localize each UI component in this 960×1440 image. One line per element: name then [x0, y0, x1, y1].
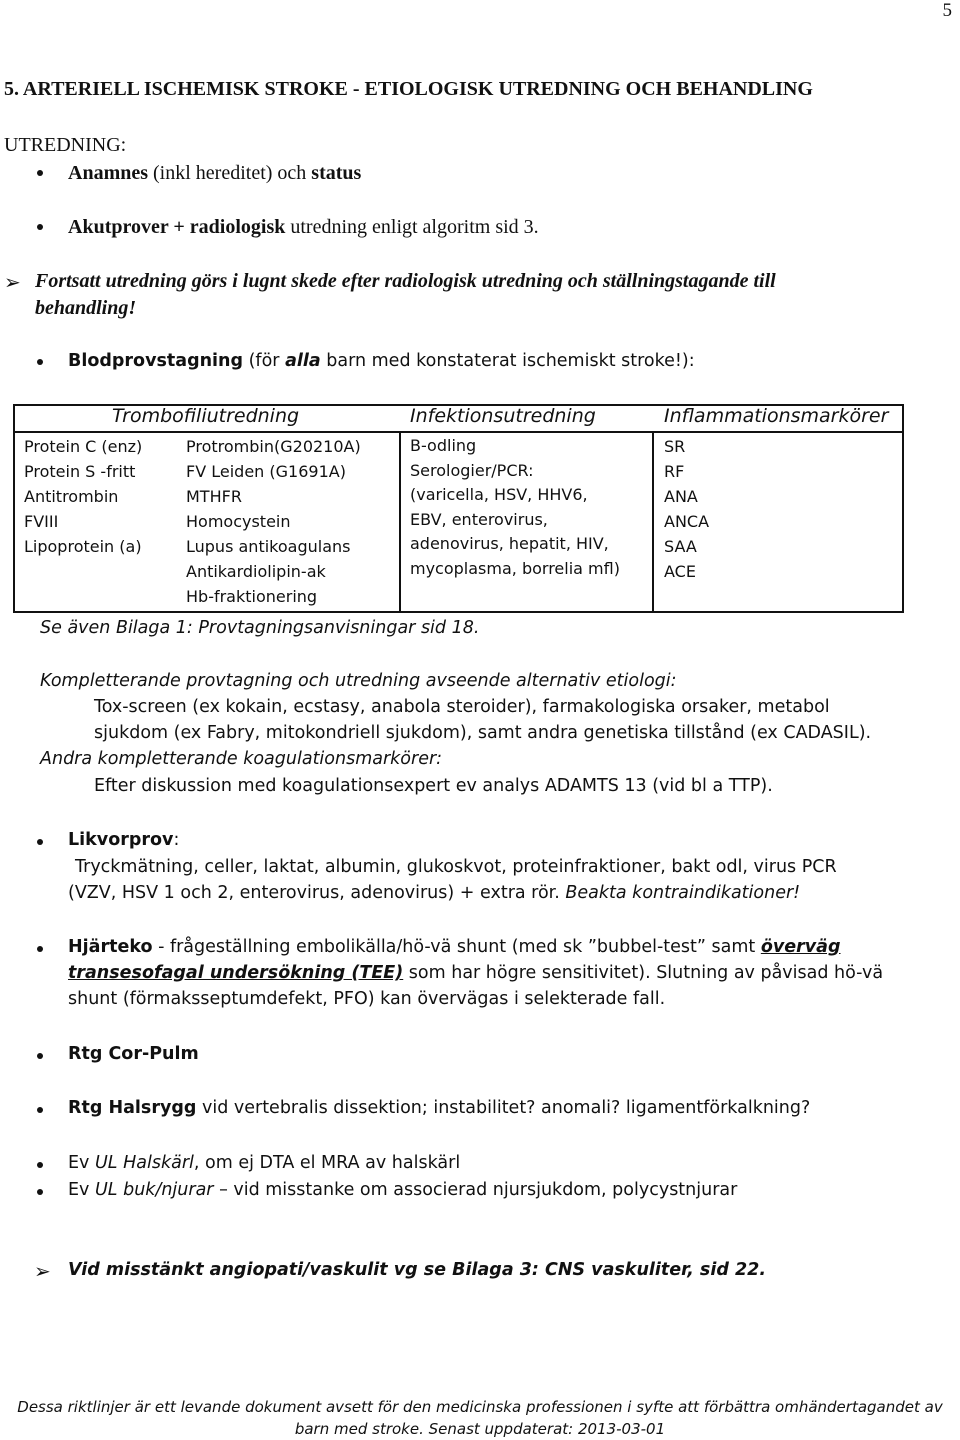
bullet-marker: [37, 170, 43, 176]
bullet-marker: [37, 1107, 43, 1113]
hjarteko-label: Hjärteko: [68, 937, 153, 957]
final-note: Vid misstänkt angiopati/vaskulit vg se Bilaga 3: CNS vaskuliter, sid 22.: [68, 1260, 766, 1280]
list-item: MTHFR: [186, 487, 242, 506]
bullet-marker: [37, 1189, 43, 1195]
table-border-header: [13, 431, 904, 433]
table-border-left: [13, 404, 15, 613]
table-border-right: [902, 404, 904, 613]
ul-buk-label: UL buk/njurar: [94, 1180, 214, 1200]
blodprov-pre: (för: [243, 351, 286, 371]
list-item: SAA: [664, 537, 697, 556]
rtg-halsrygg-text: vid vertebralis dissektion; instabilitet? anomali? ligamentförkalkning?: [196, 1098, 811, 1118]
list-item: FVIII: [24, 512, 59, 531]
list-item: Protrombin(G20210A): [186, 437, 361, 456]
list-item: EBV, enterovirus,: [410, 509, 548, 529]
akutprover-label: Akutprover + radiologisk: [68, 216, 286, 238]
bullet-blodprov: [68, 351, 695, 371]
bullet-likvor: [68, 830, 179, 850]
arrow-note-line2: behandling!: [35, 297, 137, 319]
inflammation-col: [664, 434, 709, 584]
hjarteko-line3: shunt (förmaksseptumdefekt, PFO) kan övervägas i selekterade fall.: [68, 989, 666, 1009]
likvor-label: Likvorprov: [68, 830, 174, 850]
blodprov-post: barn med konstaterat ischemiskt stroke!):: [320, 351, 695, 371]
bullet-ul-hals: [68, 1153, 460, 1173]
header-inflammation: Inflammationsmarkörer: [664, 405, 889, 427]
blodprov-alla: alla: [285, 351, 321, 371]
bullet-anamnes: [68, 162, 361, 185]
kompl-heading: Kompletterande provtagning och utredning avseende alternativ etiologi:: [40, 671, 677, 691]
ul-hals-label: UL Halskärl: [94, 1153, 194, 1173]
hjarteko-line2: [68, 963, 883, 983]
bullet-marker: [37, 839, 43, 845]
ul-hals-pre: Ev: [68, 1153, 95, 1173]
likvor-line2: [68, 883, 800, 903]
trombofili-col1: [24, 434, 142, 559]
header-trombofili: Trombofiliutredning: [112, 405, 300, 427]
list-item: FV Leiden (G1691A): [186, 462, 346, 481]
section-heading-utredning: UTREDNING:: [4, 134, 127, 156]
list-item: Antikardiolipin-ak: [186, 562, 326, 581]
list-item: RF: [664, 462, 685, 481]
list-item: Protein C (enz): [24, 437, 143, 456]
list-item: adenovirus, hepatit, HIV,: [410, 534, 609, 553]
trombofili-col2: [186, 434, 361, 609]
table-divider-2: [652, 431, 654, 613]
rtg-halsrygg-label: Rtg Halsrygg: [68, 1098, 197, 1118]
anamnes-text: (inkl hereditet) och: [148, 162, 312, 184]
footer-line2: barn med stroke. Senast uppdaterat: 2013-03-01: [294, 1420, 666, 1438]
arrow-note-line1: Fortsatt utredning görs i lugnt skede efter radiologisk utredning och ställningstagande till: [35, 270, 776, 292]
list-item: Serologier/PCR:: [410, 460, 534, 480]
koag-line: Efter diskussion med koagulationsexpert ev analys ADAMTS 13 (vid bl a TTP).: [94, 776, 773, 796]
kompl-line1: Tox-screen (ex kokain, ecstasy, anabola steroider), farmakologiska orsaker, metabol: [94, 697, 830, 717]
likvor-line1: Tryckmätning, celler, laktat, albumin, glukoskvot, proteinfraktioner, bakt odl, virus PCR: [75, 857, 837, 877]
hjarteko-overvag: överväg: [760, 937, 841, 957]
header-infektion: Infektionsutredning: [410, 405, 596, 427]
list-item: SR: [664, 437, 686, 456]
koag-heading: Andra kompletterande koagulationsmarkörer:: [40, 749, 443, 769]
bullet-akutprover: [68, 216, 539, 239]
blodprov-label: Blodprovstagning: [68, 351, 244, 371]
arrow-bullet-icon: ➢: [4, 272, 21, 294]
hjarteko-text2: som har högre sensitivitet). Slutning av påvisad hö-vä: [403, 963, 884, 983]
bullet-rtg-halsrygg: [68, 1098, 810, 1118]
likvor-line2-text: (VZV, HSV 1 och 2, enterovirus, adenovirus) + extra rör.: [68, 883, 566, 903]
bullet-marker: [37, 1053, 43, 1059]
likvor-warning: Beakta kontraindikationer!: [565, 883, 801, 903]
list-item: Hb-fraktionering: [186, 587, 318, 606]
se-aven-note: Se även Bilaga 1: Provtagningsanvisningar sid 18.: [40, 618, 480, 638]
list-item: Lupus antikoagulans: [186, 537, 351, 556]
akutprover-text: utredning enligt algoritm sid 3.: [285, 216, 539, 238]
ul-hals-text: , om ej DTA el MRA av halskärl: [193, 1153, 461, 1173]
likvor-colon: :: [173, 830, 180, 850]
footer-line1: Dessa riktlinjer är ett levande dokument avsett för den medicinska professionen i syfte att förbättra omhändertagandet av: [17, 1398, 943, 1416]
list-item: Antitrombin: [24, 487, 119, 506]
kompl-line2: sjukdom (ex Fabry, mitokondriell sjukdom), samt andra genetiska tillstånd (ex CADASIL).: [94, 723, 872, 743]
list-item: Protein S -fritt: [24, 462, 136, 481]
table-border-bottom-left: [13, 611, 401, 613]
rtg-cor-pulm: Rtg Cor-Pulm: [68, 1044, 199, 1064]
table-border-bottom-right: [399, 611, 904, 613]
list-item: Homocystein: [186, 512, 291, 531]
hjarteko-tee: transesofagal undersökning (TEE): [68, 963, 404, 983]
ul-buk-pre: Ev: [68, 1180, 95, 1200]
page-title: 5. ARTERIELL ISCHEMISK STROKE - ETIOLOGISK UTREDNING OCH BEHANDLING: [4, 78, 813, 100]
bullet-marker: [37, 224, 43, 230]
list-item: (varicella, HSV, HHV6,: [410, 485, 588, 504]
table-divider-1: [399, 431, 401, 613]
bullet-ul-buk: [68, 1180, 737, 1200]
list-item: B-odling: [410, 436, 477, 455]
bullet-marker: [37, 946, 43, 952]
arrow-bullet-icon: ➢: [34, 1261, 51, 1283]
list-item: ANA: [664, 487, 698, 506]
hjarteko-line1: [68, 937, 841, 957]
hjarteko-text1: - frågeställning embolikälla/hö-vä shunt (med sk ”bubbel-test” samt: [152, 937, 761, 957]
list-item: ANCA: [664, 512, 710, 531]
bullet-marker: [37, 359, 43, 365]
anamnes-label: Anamnes: [68, 162, 149, 184]
status-label: status: [311, 162, 362, 184]
infektion-col: [410, 434, 620, 581]
ul-buk-text: – vid misstanke om associerad njursjukdom, polycystnjurar: [213, 1180, 738, 1200]
page-number: 5: [942, 0, 952, 21]
bullet-marker: [37, 1162, 43, 1168]
list-item: Lipoprotein (a): [24, 537, 142, 556]
list-item: mycoplasma, borrelia mfl): [410, 558, 620, 578]
list-item: ACE: [664, 562, 696, 581]
